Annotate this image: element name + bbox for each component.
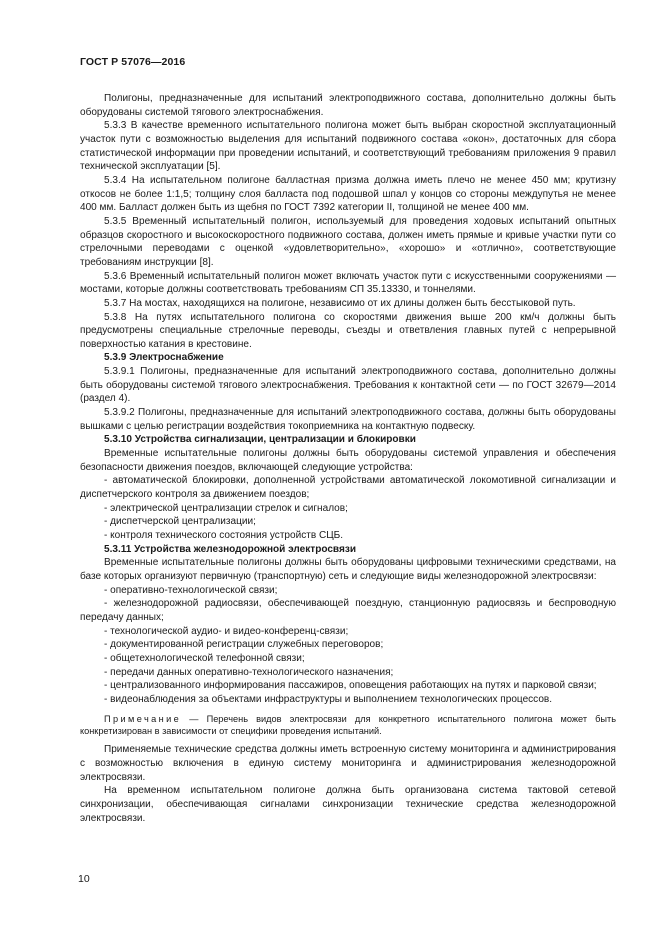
page-number: 10	[78, 873, 90, 885]
document-body	[80, 92, 616, 825]
paragraph: На временном испытательном полигоне должна быть организована система тактовой сетевой синхронизации, обеспечивающая сигналами синхронизации технические средства железнодорожной электросвязи.	[80, 785, 616, 824]
list-item: - железнодорожной радиосвязи, обеспечивающей поездную, станционную радиосвязь и беспроводную передачу данных;	[80, 598, 616, 623]
paragraph: Полигоны, предназначенные для испытаний электроподвижного состава, дополнительно должны быть оборудованы системой тягового электроснабжения.	[80, 93, 616, 118]
paragraph: Временные испытательные полигоны должны быть оборудованы системой управления и обеспечения безопасности движения поездов, включающей следующие устройства:	[80, 448, 616, 473]
paragraph: 5.3.4 На испытательном полигоне балластная призма должна иметь плечо не менее 450 мм; крутизну откосов не более 1:1,5; толщину слоя балласта под подошвой шпал у концов со стороны междупутья не менее 400 мм. Балласт должен быть из щебня по ГОСТ 7392 категории II, толщиной не менее 400 мм.	[80, 174, 616, 214]
paragraph: Применяемые технические средства должны иметь встроенную систему мониторинга и администрирования с возможностью включения в единую систему мониторинга и администрирования железнодорожной электросвязи.	[80, 744, 616, 783]
list-item: - диспетчерской централизации;	[104, 516, 256, 528]
list-item: - электрической централизации стрелок и сигналов;	[104, 502, 348, 514]
paragraph: 5.3.9.1 Полигоны, предназначенные для испытаний электроподвижного состава, дополнительно должны быть оборудованы системой тягового электроснабжения. Требования к контактной сети — по ГОСТ 32679—2014 (раздел 4).	[80, 366, 616, 405]
list-item: - передачи данных оперативно-технологического назначения;	[104, 666, 394, 678]
paragraph: 5.3.3 В качестве временного испытательного полигона может быть выбран скоростной эксплуатационный участок пути с возможностью выделения для испытаний подвижного состава «окон», достаточных для сбора статистической информации при проведении испытаний, и соответствующий требованиям приложения 9 правил технической эксплуатации [5].	[80, 120, 616, 173]
paragraph: 5.3.5 Временный испытательный полигон, используемый для проведения ходовых испытаний опытных образцов скоростного и высокоскоростного подвижного состава, должен иметь прямые и кривые участки пути со стрелочными переводами с оценкой «удовлетворительно», «хорошо» и «отлично», соответствующие требованиям инструкции [8].	[80, 215, 616, 268]
list-item: - централизованного информирования пассажиров, оповещения работающих на путях и парковой связи;	[104, 680, 597, 692]
list-item: - общетехнологической телефонной связи;	[104, 652, 305, 664]
note	[80, 713, 616, 738]
list-item: - автоматической блокировки, дополненной устройствами автоматической локомотивной сигнализации и диспетчерского контроля за движением поездов;	[80, 475, 616, 501]
list-item: - контроля технического состояния устройств СЦБ.	[104, 530, 344, 541]
list-item: - документированной регистрации служебных переговоров;	[104, 639, 384, 651]
section-heading: 5.3.9 Электроснабжение	[104, 352, 224, 364]
paragraph: 5.3.7 На мостах, находящихся на полигоне, независимо от их длины должен быть бесстыковой путь.	[104, 297, 576, 309]
section-heading: 5.3.11 Устройства железнодорожной электросвязи	[104, 543, 357, 555]
paragraph: 5.3.8 На путях испытательного полигона со скоростями движения выше 200 км/ч должны быть предусмотрены специальные стрелочные переводы, съезды и ответвления главных путей с непрерывной поверхностью катания в крестовине.	[80, 311, 616, 350]
paragraph: Временные испытательные полигоны должны быть оборудованы цифровыми техническими средствами, на базе которых организуют первичную (транспортную) сеть и следующие виды железнодорожной электросвязи:	[80, 557, 616, 582]
list-item: - технологической аудио- и видео-конференц-связи;	[104, 625, 349, 637]
section-heading: 5.3.10 Устройства сигнализации, централизации и блокировки	[104, 434, 416, 446]
list-item: - оперативно-технологической связи;	[104, 584, 278, 596]
paragraph: 5.3.6 Временный испытательный полигон может включать участок пути с искусственными сооружениями — мостами, которые должны соответствовать требованиям СП 35.13330, и тоннелями.	[80, 270, 616, 296]
paragraph: 5.3.9.2 Полигоны, предназначенные для испытаний электроподвижного состава, должны быть оборудованы вышками с целью регистрации воздействия токоприемника на контактную подвеску.	[80, 407, 616, 432]
note-label: Примечание	[104, 713, 182, 724]
note-text: — Перечень видов электросвязи для конкретного испытательного полигона может быть конкретизирован в зависимости от специфики проведения испытаний.	[80, 713, 616, 736]
document-header: ГОСТ Р 57076—2016	[80, 56, 186, 68]
list-item: - видеонаблюдения за объектами инфраструктуры и выполнением технологических процессов.	[104, 693, 553, 705]
